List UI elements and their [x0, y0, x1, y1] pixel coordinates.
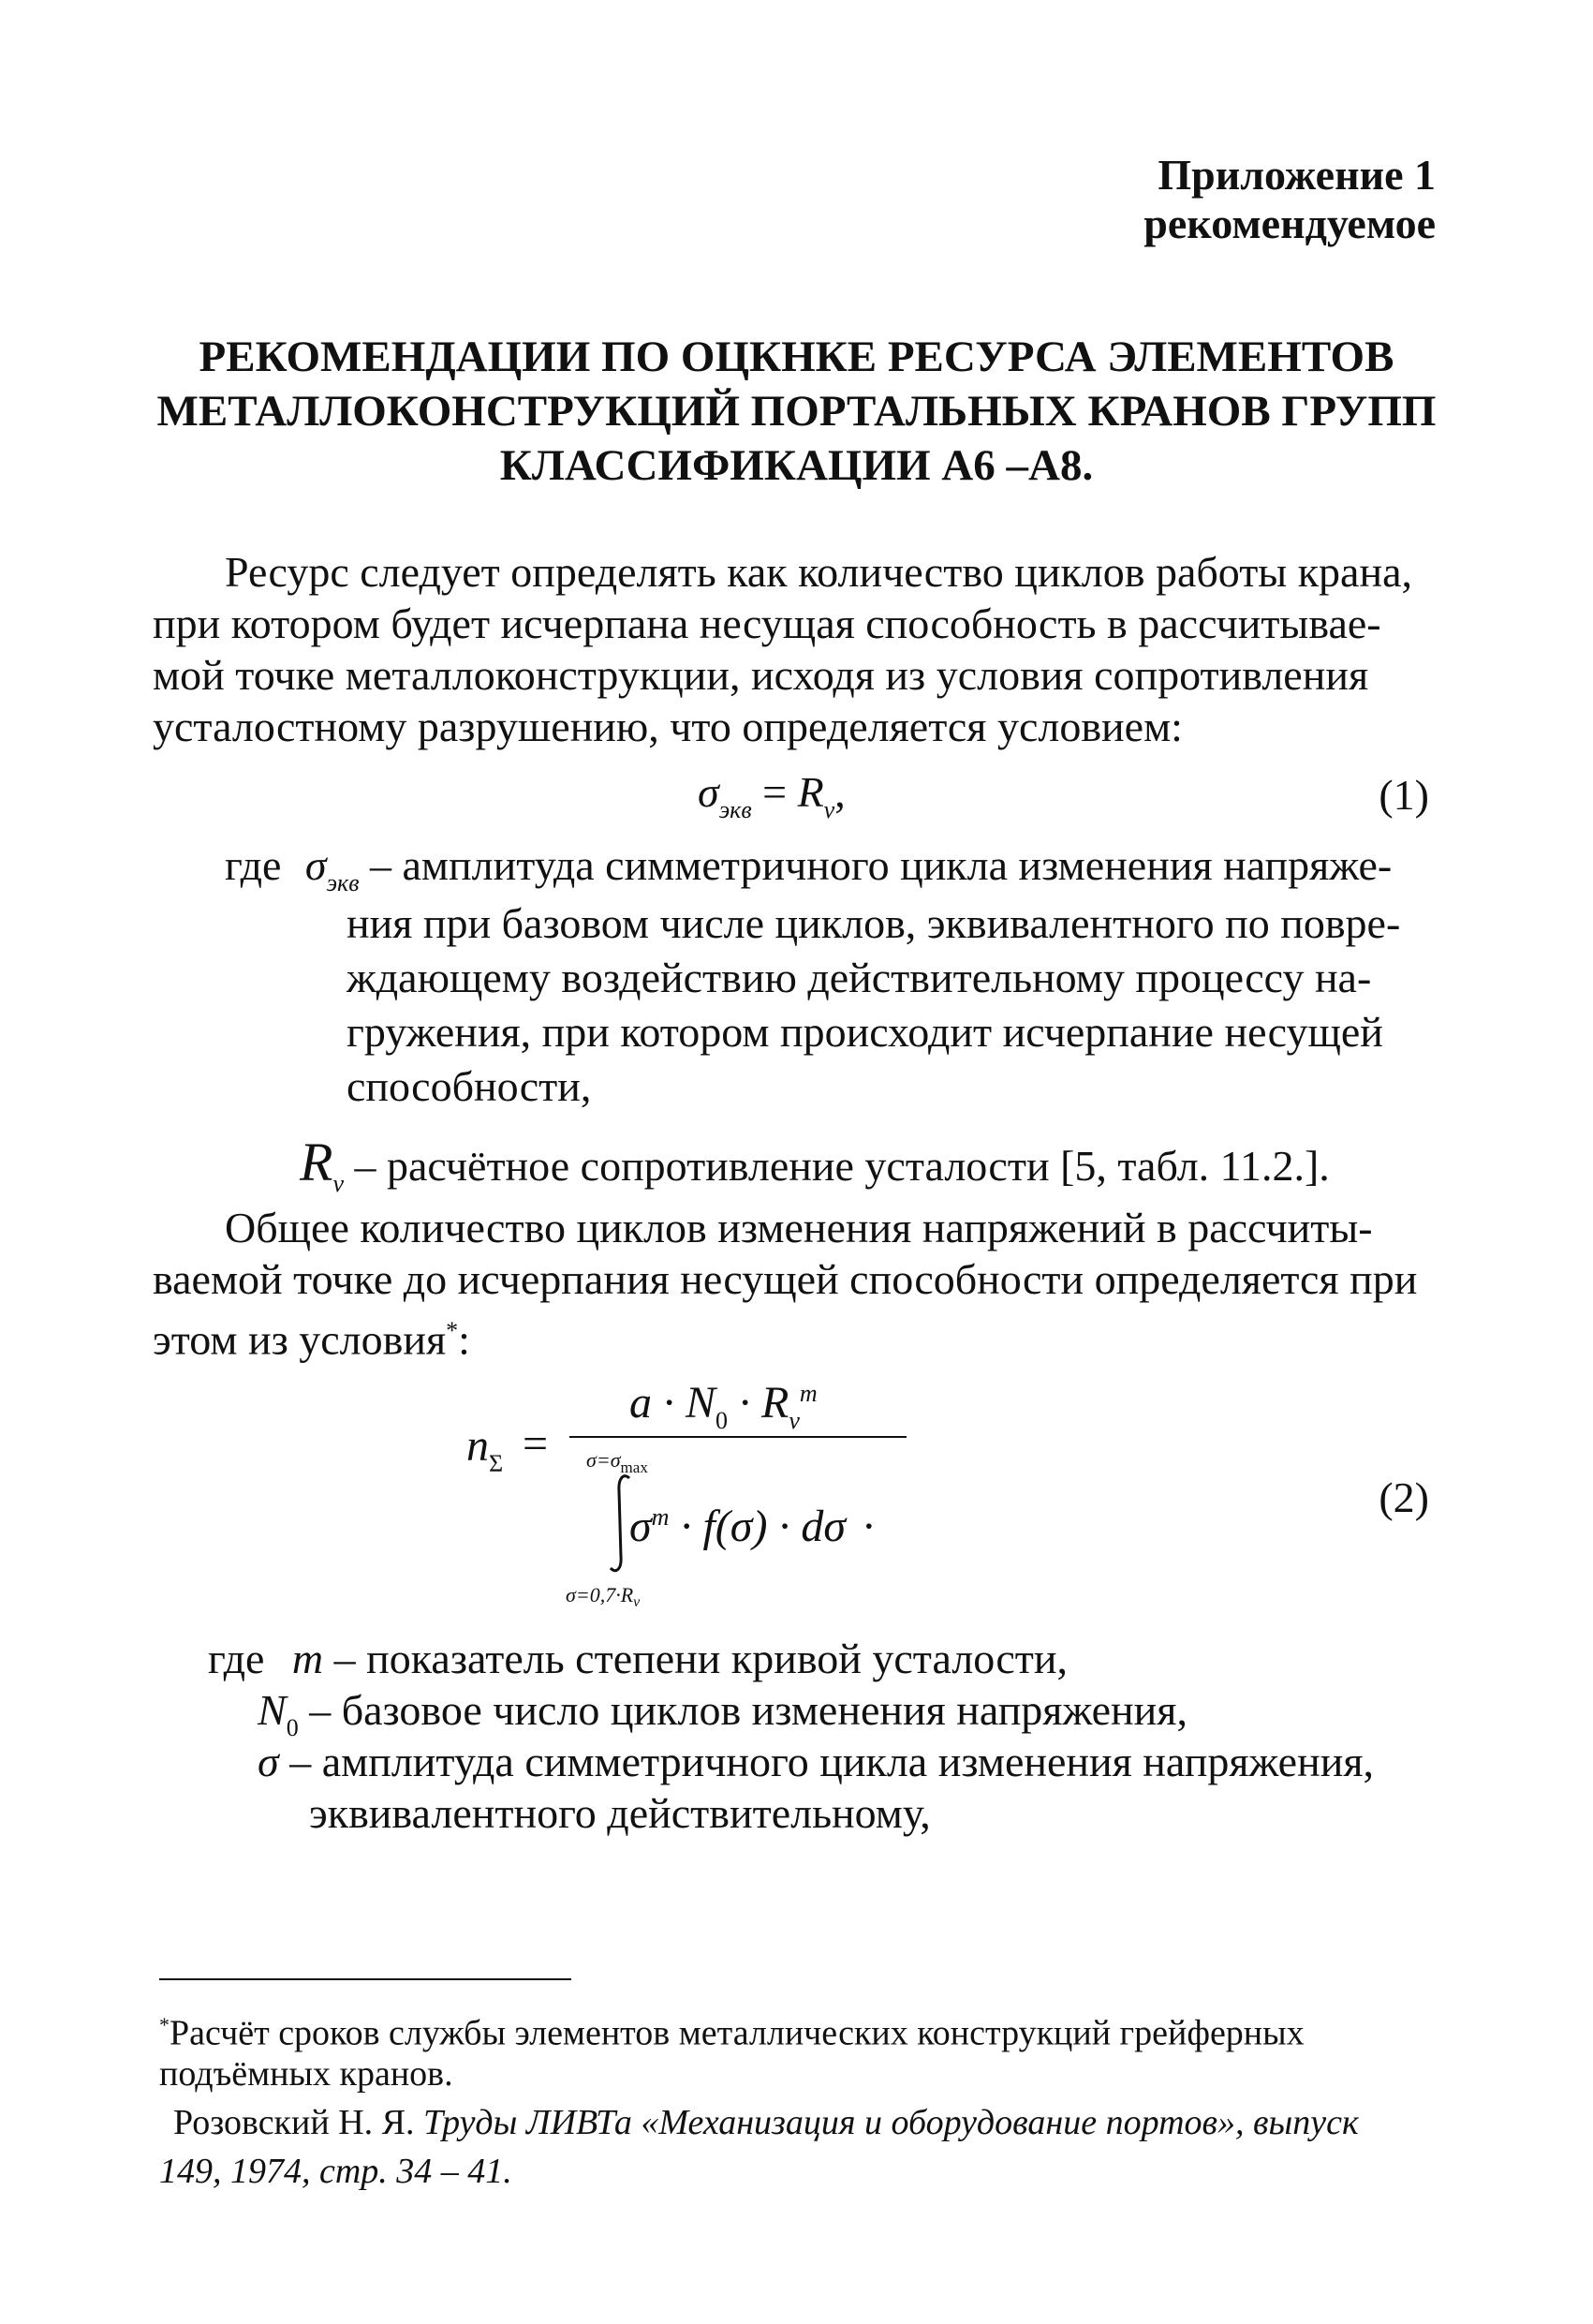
where2-N-sub: 0 — [286, 1714, 299, 1741]
footnote-separator — [159, 1978, 571, 1980]
where1-text-1: амплитуда симметричного цикла изменения напряже- — [402, 841, 1393, 889]
eq2-lower-limit — [566, 1583, 640, 1610]
eq2-num-R-sub: v — [789, 1407, 800, 1434]
title-line-3: КЛАССИФИКАЦИИ А6 –А8. — [499, 441, 1094, 490]
title-line-2: МЕТАЛЛОКОНСТРУКЦИЙ ПОРТАЛЬНЫХ КРАНОВ ГРУПП — [156, 387, 1437, 436]
where2-line-N0 — [258, 1686, 1187, 1741]
eq2-fraction-bar — [569, 1436, 907, 1438]
footnote-author: Розовский Н. Я. — [173, 2103, 415, 2142]
eq2-num-R: · R — [728, 1378, 789, 1428]
eq2-dot: · — [863, 1502, 875, 1551]
where2-sigma-text: – амплитуда симметричного цикла изменения напряжения, — [278, 1738, 1374, 1785]
footnote-text-1: Расчёт сроков службы элементов металлических конструкций грейферных — [170, 2013, 1305, 2053]
title-line-1: РЕКОМЕНДАЦИИ ПО ОЦКНКЕ РЕСУРСА ЭЛЕМЕНТОВ — [199, 333, 1394, 381]
equation-1-number: (1) — [1379, 771, 1429, 819]
para2-line-3-text: этом из условия — [153, 1315, 447, 1364]
eq2-num-N-sub: 0 — [715, 1407, 729, 1434]
eq1-R: R — [797, 768, 824, 816]
where2-N-symbol: N — [258, 1686, 287, 1734]
eq2-lower-limit-sub: v — [633, 1594, 641, 1610]
eq1-sigma: σ — [698, 768, 719, 816]
footnote-mark: * — [159, 2013, 170, 2036]
para1-line-3: мой точке металлоконструкции, исходя из условия сопротивления — [153, 651, 1369, 699]
para2-line-3-end: : — [458, 1315, 470, 1364]
footnote-ref-mark: * — [446, 1317, 459, 1344]
where2-gde: где — [208, 1635, 265, 1682]
para2-line-2: ваемой точке до исчерпания несущей способности определяется при — [153, 1255, 1418, 1303]
eq2-integrand-sigma: σ — [629, 1502, 652, 1551]
footnote-line-4: 149, 1974, стр. 34 – 41. — [159, 2152, 512, 2191]
eq1-R-sub: v — [823, 796, 835, 823]
where2-line-sigma — [258, 1738, 1374, 1786]
eq2-integrand-sup: m — [651, 1503, 670, 1531]
where1-sigma-sub: экв — [326, 869, 360, 896]
footnote-source: Труды ЛИВТа «Механизация и оборудование портов», выпуск — [414, 2103, 1359, 2142]
where2-sigma-symbol: σ — [258, 1738, 279, 1785]
where2-m-symbol: m — [291, 1635, 324, 1682]
eq2-numerator — [629, 1369, 818, 1434]
where2-line-sigma-cont: эквивалентного действительному, — [309, 1789, 931, 1837]
para1-line-4: усталостному разрушению, что определяется условием: — [153, 703, 1183, 750]
eq2-equals: = — [523, 1419, 549, 1469]
where1-dash: – — [359, 841, 392, 889]
where1-gde: где — [225, 841, 282, 889]
eq1-equals: = — [751, 768, 798, 816]
where1-R-text: расчётное сопротивление усталости [5, табл. 11.2.]. — [386, 1142, 1330, 1190]
where2-line-m — [208, 1635, 1068, 1683]
footnote-line-3 — [173, 2100, 1359, 2145]
eq1-sigma-sub: экв — [718, 796, 752, 823]
para1-line-2: при котором будет исчерпана несущая способность в рассчитывае- — [153, 600, 1381, 647]
para2-line-1: Общее количество циклов изменения напряжений в рассчиты- — [225, 1204, 1373, 1251]
eq2-upper-limit — [586, 1448, 648, 1474]
footnote-line-2: подъёмных кранов. — [159, 2054, 453, 2094]
eq2-integrand — [629, 1493, 874, 1551]
eq2-num-a-N: a · N — [629, 1378, 716, 1428]
where1-line-4: гружения, при котором происходит исчерпание несущей — [347, 1008, 1383, 1056]
eq2-lhs — [466, 1422, 503, 1477]
footnote-line-1 — [159, 2003, 1305, 2056]
appendix-number: Приложение 1 — [1158, 151, 1436, 199]
appendix-status: рекомендуемое — [1143, 200, 1436, 247]
where2-m-text: – показатель степени кривой усталости, — [323, 1635, 1069, 1682]
para1-line-1: Ресурс следует определять как количество циклов работы крана, — [225, 548, 1413, 596]
eq2-lower-limit-text: σ=0,7·R — [566, 1583, 634, 1606]
equation-2-number: (2) — [1379, 1473, 1429, 1521]
eq2-upper-limit-sub: max — [620, 1458, 648, 1476]
eq2-num-R-sup: m — [799, 1380, 818, 1407]
where1-R-sub: v — [332, 1170, 344, 1197]
eq2-upper-limit-text: σ=σ — [586, 1448, 621, 1472]
where1-R-dash: – — [343, 1142, 376, 1190]
where1-line-2: ния при базовом числе циклов, эквивалентного по повре- — [347, 899, 1401, 947]
where1-line-3: ждающему воздействию действительному процессу на- — [347, 954, 1372, 1001]
where2-N-text: – базовое число циклов изменения напряжения, — [298, 1686, 1187, 1734]
eq2-lhs-n: n — [466, 1421, 489, 1471]
eq2-integrand-rest: · f(σ) · dσ — [669, 1502, 847, 1551]
eq1-comma: , — [834, 768, 846, 816]
where1-line-5: способности, — [347, 1062, 592, 1110]
where1-sigma: σ — [304, 841, 327, 889]
eq2-lhs-sub: Σ — [489, 1450, 504, 1477]
where1-R: R — [300, 1132, 333, 1192]
